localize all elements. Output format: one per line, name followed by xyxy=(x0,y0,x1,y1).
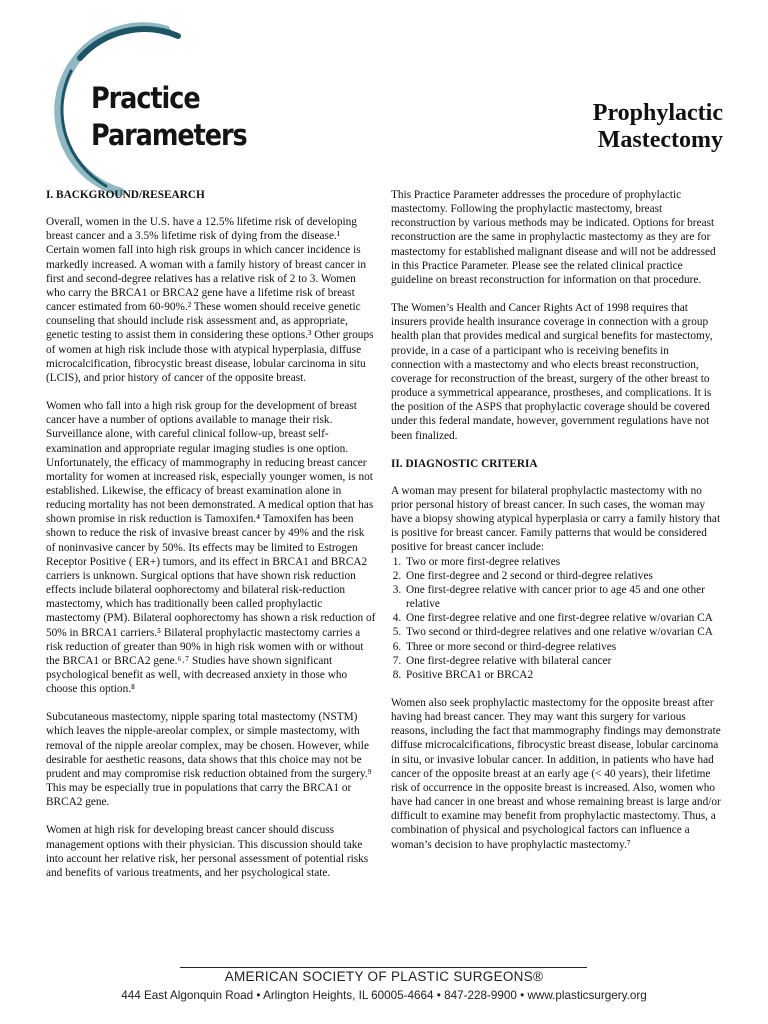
left-column xyxy=(46,188,376,894)
paragraph: Women also seek prophylactic mastectomy for the opposite breast after having had breast cancer. They may want this surgery for various reasons, including the fact that mammography findings may demonstrate diffuse microcalcifications, fibrocystic breast disease, lobular carcinoma in situ, or invasive lobular cancer. In addition, in patients who have had cancer of the opposite breast at an early age (< 40 years), their lifetime risk of occurrence in the opposite breast is increased. Also, women who have had cancer in one breast and whose remaining breast is large and/or difficult to examine may benefit from prophylactic mastectomy. Thus, a combination of physical and psychological factors can influence a woman’s decision to have prophylactic mastectomy.⁷ xyxy=(391,697,721,851)
footer-organization: AMERICAN SOCIETY OF PLASTIC SURGEONS® xyxy=(224,969,544,984)
section-heading-diagnostic-criteria: II. DIAGNOSTIC CRITERIA xyxy=(391,457,538,470)
list-item: 7. One first-degree relative with bilateral cancer xyxy=(404,654,721,668)
list-item: 8. Positive BRCA1 or BRCA2 xyxy=(404,668,721,682)
logo-text-practice: Practice xyxy=(91,81,200,115)
list-item: 4. One first-degree relative and one first-degree relative w/ovarian CA xyxy=(404,611,721,625)
criteria-list xyxy=(391,555,721,682)
logo-text-parameters: Parameters xyxy=(91,118,247,152)
section-heading-background: I. BACKGROUND/RESEARCH xyxy=(46,189,205,201)
list-item: 5. Two second or third-degree relatives and one relative w/ovarian CA xyxy=(404,625,721,639)
paragraph: Subcutaneous mastectomy, nipple sparing total mastectomy (NSTM) which leaves the nipple-areolar complex, or simple mastectomy, with removal of the nipple areolar complex, may be chosen. However, while desirable for aesthetic reasons, data shows that this choice may not be prudent and may compromise risk reduction obtained from the surgery.⁹ This may be especially true in populations that carry the BRCA1 or BRCA2 gene. xyxy=(46,711,372,809)
footer-address: 444 East Algonquin Road • Arlington Heights, IL 60005-4664 • 847-228-9900 • www.plasticsurgery.org xyxy=(121,989,647,1002)
paragraph: Women at high risk for developing breast cancer should discuss management options with their physician. This discussion should take into account her relative risk, her personal assessment of potential risks and benefits of various treatments, and her psychological state. xyxy=(46,824,369,879)
paragraph: A woman may present for bilateral prophylactic mastectomy with no prior personal history of breast cancer. In such cases, the woman may have a biopsy showing atypical hyperplasia or carry a family history that is positive for breast cancer. Family patterns that would be considered positive for breast cancer include: xyxy=(391,484,721,554)
document-title-line-1: Prophylactic xyxy=(592,100,723,126)
paragraph: Overall, women in the U.S. have a 12.5% lifetime risk of developing breast cancer and a 3.5% lifetime risk of dying from the disease.¹ Certain women fall into high risk groups in which cancer incidence is markedly increased. A woman with a family history of breast cancer in first and second-degree relatives has a relative risk of 2 to 3. Women who carry the BRCA1 or BRCA2 gene have a lifetime risk of breast cancer estimated from 60-90%.² These women should receive genetic counseling that should include risk assessment and, as appropriate, genetic testing to assist them in considering these options.³ Other groups of women at high risk include those with atypical hyperplasia, diffuse microcalcification, fibrocystic breast disease, lobular carcinoma in situ (LCIS), and prior history of cancer of the opposite breast. xyxy=(46,216,374,384)
paragraph: The Women’s Health and Cancer Rights Act of 1998 requires that insurers provide health insurance coverage in connection with a group health plan that provides medical and surgical benefits for mastectomy, provide, in a case of a participant who is receiving benefits in connection with a mastectomy and who elects breast reconstruction, coverage for reconstruction of the breast, surgery of the other breast to produce a symmetrical appearance, prostheses, and complications. It is the position of the ASPS that prophylactic coverage should be covered under this federal mandate, however, government regulations have not been finalized. xyxy=(391,302,713,442)
list-item: 6. Three or more second or third-degree relatives xyxy=(404,640,721,654)
list-item: 2. One first-degree and 2 second or third-degree relatives xyxy=(404,569,721,583)
right-column xyxy=(391,188,721,866)
list-item: 3. One first-degree relative with cancer prior to age 45 and one other relative xyxy=(404,583,721,611)
list-item: 1. Two or more first-degree relatives xyxy=(404,555,721,569)
document-title-line-2: Mastectomy xyxy=(597,127,723,153)
paragraph: This Practice Parameter addresses the procedure of prophylactic mastectomy. Following the prophylactic mastectomy, breast reconstruction by various methods may be indicated. Options for breast reconstruction are the same in prophylactic mastectomy as they are for mastectomy for established malignant disease and will not be addressed in this Practice Parameter. Please see the related clinical practice guideline on breast reconstruction for information on that procedure. xyxy=(391,189,716,286)
footer-divider xyxy=(180,967,587,968)
paragraph: Women who fall into a high risk group for the development of breast cancer have a number of options available to manage their risk. Surveillance alone, with careful clinical follow-up, breast self-examination and appropriate regular imaging studies is one option. Unfortunately, the efficacy of mammography in reducing breast cancer mortality for women at increased risk, especially younger women, is not established. Likewise, the efficacy of breast examination alone in reducing mortality has not been demonstrated. A medical option that has shown promise in risk reduction is Tamoxifen.⁴ Tamoxifen has been shown to reduce the risk of invasive breast cancer by 49% and the risk of noninvasive cancer by 50%. Its effects may be limited to Estrogen Receptor Positive ( ER+) tumors, and its effect in BRCA1 and BRCA2 carriers is unknown. Surgical options that have shown risk reduction effects include bilateral oophorectomy and bilateral risk-reduction mastectomy, which has traditionally been called prophylactic mastectomy (PM). Bilateral oophorectomy has shown a risk reduction of 50% in BRCA1 carriers.⁵ Bilateral prophylactic mastectomy carries a risk reduction of greater than 90% in high risk women with or without the BRCA1 or BRCA2 gene.⁶˒⁷ Studies have shown significant psychological benefit as well, with decreased anxiety in those who choose this option.⁸ xyxy=(46,400,376,696)
